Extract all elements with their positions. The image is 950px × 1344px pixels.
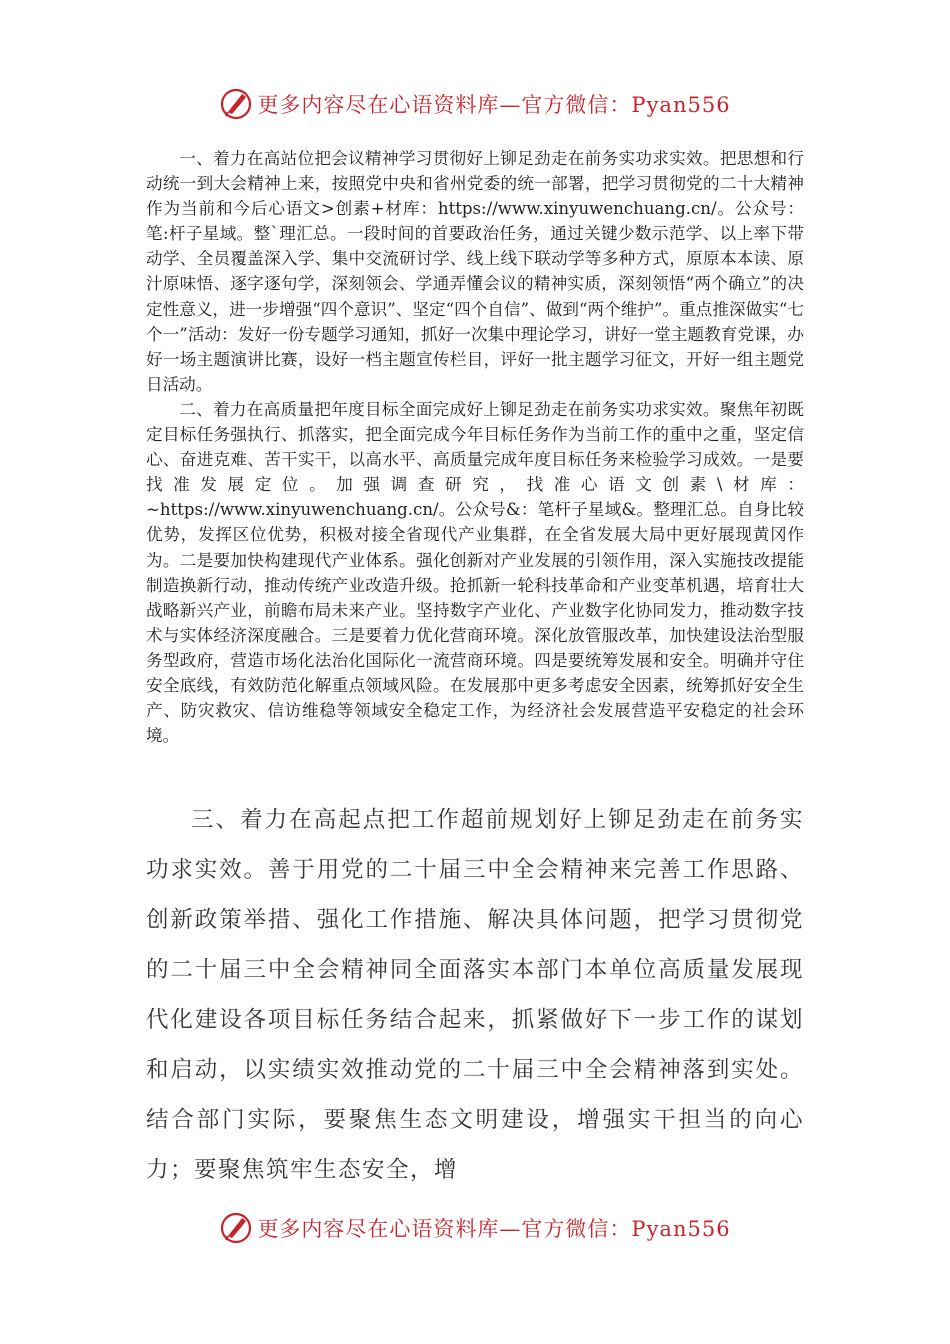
paragraph-3: 三、着力在高起点把工作超前规划好上铆足劲走在前务实功求实效。善于用党的二十届三中全会精神来完善工作思路、创新政策举措、强化工作措施、解决具体问题，把学习贯彻党的二十届三中全会精神同全面落实本部门本单位高质量发展现代化建设各项目标任务结合起来，抓紧做好下一步工作的谋划和启动，以实绩实效推动党的二十届三中全会精神落到实处。结合部门实际，要聚焦生态文明建设，增强实干担当的向心力；要聚焦筑牢生态安全，增 [146, 807, 804, 1183]
pen-nib-logo-icon [219, 87, 253, 121]
header-banner [0, 82, 950, 126]
header-banner-text: 更多内容尽在心语资料库—官方微信：Pyan556 [257, 93, 731, 117]
paragraph-2: 二、着力在高质量把年度目标全面完成好上铆足劲走在前务实功求实效。聚焦年初既定目标任务强执行、抓落实，把全面完成今年目标任务作为当前工作的重中之重，坚定信心、奋进克难、苦干实干，以高水平、高质量完成年度目标任务来检验学习成效。一是要找准发展定位。加强调查研究，找准心语文创素\材库：~https://www.xinyuwenchuang.cn/。公众号&：笔杆子星域&。整理汇总。自身比较优势，发挥区位优势，积极对接全省现代产业集群，在全省发展大局中更好展现黄冈作为。二是要加快构建现代产业体系。强化创新对产业发展的引领作用，深入实施技改提能制造换新行动，推动传统产业改造升级。抢抓新一轮科技革命和产业变革机遇，培育壮大战略新兴产业，前瞻布局未来产业。坚持数字产业化、产业数字化协同发力，推动数字技术与实体经济深度融合。三是要着力优化营商环境。深化放管服改革，加快建设法治型服务型政府，营造市场化法治化国际化一流营商环境。四是要统筹发展和安全。明确并守住安全底线，有效防范化解重点领域风险。在发展那中更多考虑安全因素，统筹抓好安全生产、防灾救灾、信访维稳等领域安全稳定工作，为经济社会发展营造平安稳定的社会环境。 [146, 399, 804, 746]
footer-banner-text: 更多内容尽在心语资料库—官方微信：Pyan556 [257, 1217, 731, 1241]
document-body-large [146, 795, 804, 1195]
pen-nib-logo-icon [219, 1211, 253, 1245]
document-body-small [146, 146, 804, 748]
paragraph-1: 一、着力在高站位把会议精神学习贯彻好上铆足劲走在前务实功求实效。把思想和行动统一到大会精神上来，按照党中央和省州党委的统一部署，把学习贯彻党的二十大精神作为当前和今后心语文>创素+材库：https://www.xinyuwenchuang.cn/。公众号：笔:杆子星域。整`理汇总。一段时间的首要政治任务，通过关键少数示范学、以上率下带动学、全员覆盖深入学、集中交流研讨学、线上线下联动学等多种方式，原原本本读、原汁原味悟、逐字逐句学，深刻领会、学通弄懂会议的精神实质，深刻领悟“两个确立”的决定性意义，进一步增强“四个意识”、坚定“四个自信”、做到“两个维护”。重点推深做实“七个一”活动：发好一份专题学习通知，抓好一次集中理论学习，讲好一堂主题教育党课，办好一场主题演讲比赛，设好一档主题宣传栏目，评好一批主题学习征文，开好一组主题党日活动。 [146, 149, 804, 394]
footer-banner [0, 1206, 950, 1250]
